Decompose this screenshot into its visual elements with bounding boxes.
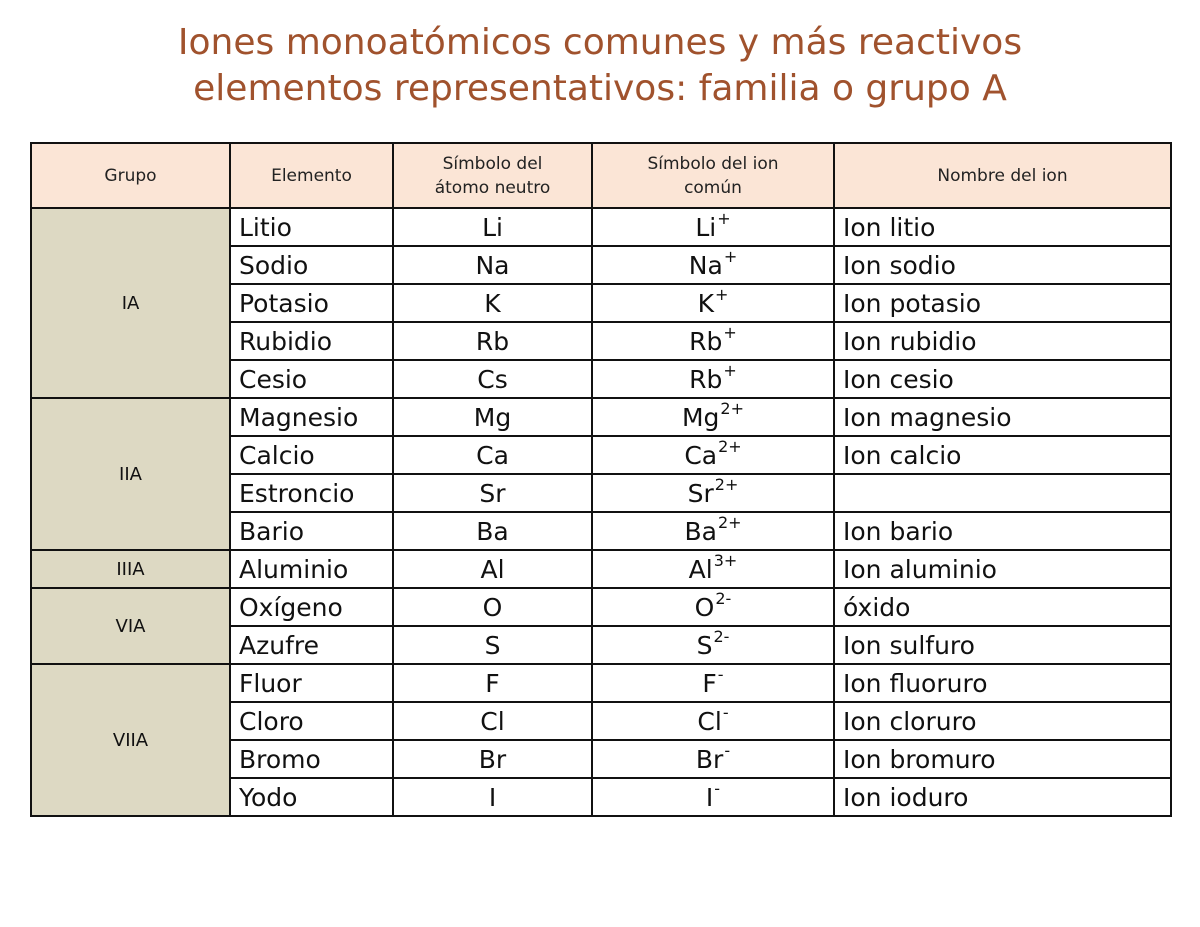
ion-charge: - (717, 664, 724, 684)
ion-symbol-cell (592, 398, 834, 436)
ion-name-cell: óxido (834, 588, 1171, 626)
element-cell: Estroncio (230, 474, 393, 512)
neutral-symbol-cell: S (393, 626, 592, 664)
group-cell: VIIA (31, 664, 230, 816)
neutral-symbol-cell: I (393, 778, 592, 816)
element-cell: Cesio (230, 360, 393, 398)
ion-symbol-cell (592, 512, 834, 550)
ion-charge: + (715, 284, 729, 304)
ion-base: Rb (689, 326, 723, 356)
neutral-symbol-cell: Mg (393, 398, 592, 436)
element-cell: Bromo (230, 740, 393, 778)
ion-base: F (702, 668, 717, 698)
ion-charge: 2- (713, 626, 730, 646)
table-row (31, 588, 1171, 626)
element-cell: Sodio (230, 246, 393, 284)
group-cell: IA (31, 208, 230, 398)
ion-charge: - (722, 702, 729, 722)
element-cell: Litio (230, 208, 393, 246)
ion-symbol-cell (592, 474, 834, 512)
ion-name-cell: Ion cloruro (834, 702, 1171, 740)
table-row (31, 208, 1171, 246)
neutral-symbol-cell: Br (393, 740, 592, 778)
header-ion-name: Nombre del ion (834, 143, 1171, 208)
ions-table (30, 142, 1172, 817)
ion-base: Mg (681, 402, 720, 432)
table-row (31, 664, 1171, 702)
ion-charge: 2+ (717, 512, 742, 532)
ion-charge: 3+ (713, 550, 738, 570)
ion-name-cell: Ion ioduro (834, 778, 1171, 816)
ion-name-cell: Ion litio (834, 208, 1171, 246)
header-element: Elemento (230, 143, 393, 208)
element-cell: Fluor (230, 664, 393, 702)
element-cell: Azufre (230, 626, 393, 664)
ion-name-cell: Ion potasio (834, 284, 1171, 322)
ion-symbol-cell (592, 208, 834, 246)
title-line-1: Iones monoatómicos comunes y más reactivos (177, 22, 1023, 63)
ion-name-cell (834, 474, 1171, 512)
ion-charge: 2+ (720, 398, 745, 418)
ion-symbol-cell (592, 664, 834, 702)
neutral-symbol-cell: Cs (393, 360, 592, 398)
neutral-symbol-cell: Rb (393, 322, 592, 360)
ion-base: S (696, 630, 713, 660)
ion-symbol-cell (592, 588, 834, 626)
table-body (31, 208, 1171, 816)
element-cell: Aluminio (230, 550, 393, 588)
neutral-symbol-cell: Ca (393, 436, 592, 474)
element-cell: Potasio (230, 284, 393, 322)
ion-symbol-cell (592, 626, 834, 664)
ion-symbol-cell (592, 436, 834, 474)
group-cell: IIIA (31, 550, 230, 588)
ion-symbol-cell (592, 284, 834, 322)
ion-symbol-cell (592, 702, 834, 740)
header-group: Grupo (31, 143, 230, 208)
group-cell: VIA (31, 588, 230, 664)
ion-name-cell: Ion bario (834, 512, 1171, 550)
element-cell: Rubidio (230, 322, 393, 360)
neutral-symbol-cell: Ba (393, 512, 592, 550)
ion-charge: + (723, 246, 738, 266)
group-cell: IIA (31, 398, 230, 550)
header-neutral-symbol: Símbolo del átomo neutro (393, 143, 592, 208)
neutral-symbol-cell: Cl (393, 702, 592, 740)
ion-symbol-cell (592, 550, 834, 588)
ion-base: O (694, 592, 715, 622)
ion-symbol-cell (592, 246, 834, 284)
ion-name-cell: Ion rubidio (834, 322, 1171, 360)
ion-base: Ba (684, 516, 717, 546)
element-cell: Calcio (230, 436, 393, 474)
ion-base: I (705, 782, 714, 812)
ion-base: K (697, 288, 714, 318)
table-row (31, 398, 1171, 436)
ion-base: Na (688, 250, 723, 280)
ion-name-cell: Ion aluminio (834, 550, 1171, 588)
ion-base: Sr (687, 478, 714, 508)
ion-charge: + (723, 322, 737, 342)
ion-base: Cl (697, 706, 722, 736)
ion-name-cell: Ion cesio (834, 360, 1171, 398)
element-cell: Magnesio (230, 398, 393, 436)
title-line-2: elementos representativos: familia o grupo A (193, 68, 1007, 109)
ion-charge: 2+ (714, 474, 739, 494)
ion-charge: + (723, 360, 737, 380)
ion-symbol-cell (592, 322, 834, 360)
neutral-symbol-cell: Li (393, 208, 592, 246)
ion-charge: 2+ (718, 436, 742, 456)
element-cell: Cloro (230, 702, 393, 740)
page-title (0, 20, 1200, 112)
header-ion-symbol: Símbolo del ion común (592, 143, 834, 208)
ion-base: Li (695, 212, 717, 242)
ion-base: Rb (689, 364, 723, 394)
ion-symbol-cell (592, 778, 834, 816)
ion-charge: 2- (715, 588, 732, 608)
neutral-symbol-cell: Al (393, 550, 592, 588)
element-cell: Bario (230, 512, 393, 550)
ion-name-cell: Ion bromuro (834, 740, 1171, 778)
neutral-symbol-cell: Na (393, 246, 592, 284)
ion-base: Al (688, 554, 713, 584)
neutral-symbol-cell: F (393, 664, 592, 702)
table-row (31, 550, 1171, 588)
neutral-symbol-cell: Sr (393, 474, 592, 512)
ion-base: Ca (684, 440, 718, 470)
element-cell: Oxígeno (230, 588, 393, 626)
ion-name-cell: Ion magnesio (834, 398, 1171, 436)
ion-name-cell: Ion sodio (834, 246, 1171, 284)
table-header-row (31, 143, 1171, 208)
ion-symbol-cell (592, 740, 834, 778)
neutral-symbol-cell: O (393, 588, 592, 626)
ion-name-cell: Ion fluoruro (834, 664, 1171, 702)
ion-charge: - (724, 740, 731, 760)
ion-name-cell: Ion calcio (834, 436, 1171, 474)
ion-charge: + (717, 208, 731, 228)
ion-name-cell: Ion sulfuro (834, 626, 1171, 664)
neutral-symbol-cell: K (393, 284, 592, 322)
element-cell: Yodo (230, 778, 393, 816)
ion-charge: - (714, 778, 721, 798)
ion-symbol-cell (592, 360, 834, 398)
ion-base: Br (695, 744, 724, 774)
